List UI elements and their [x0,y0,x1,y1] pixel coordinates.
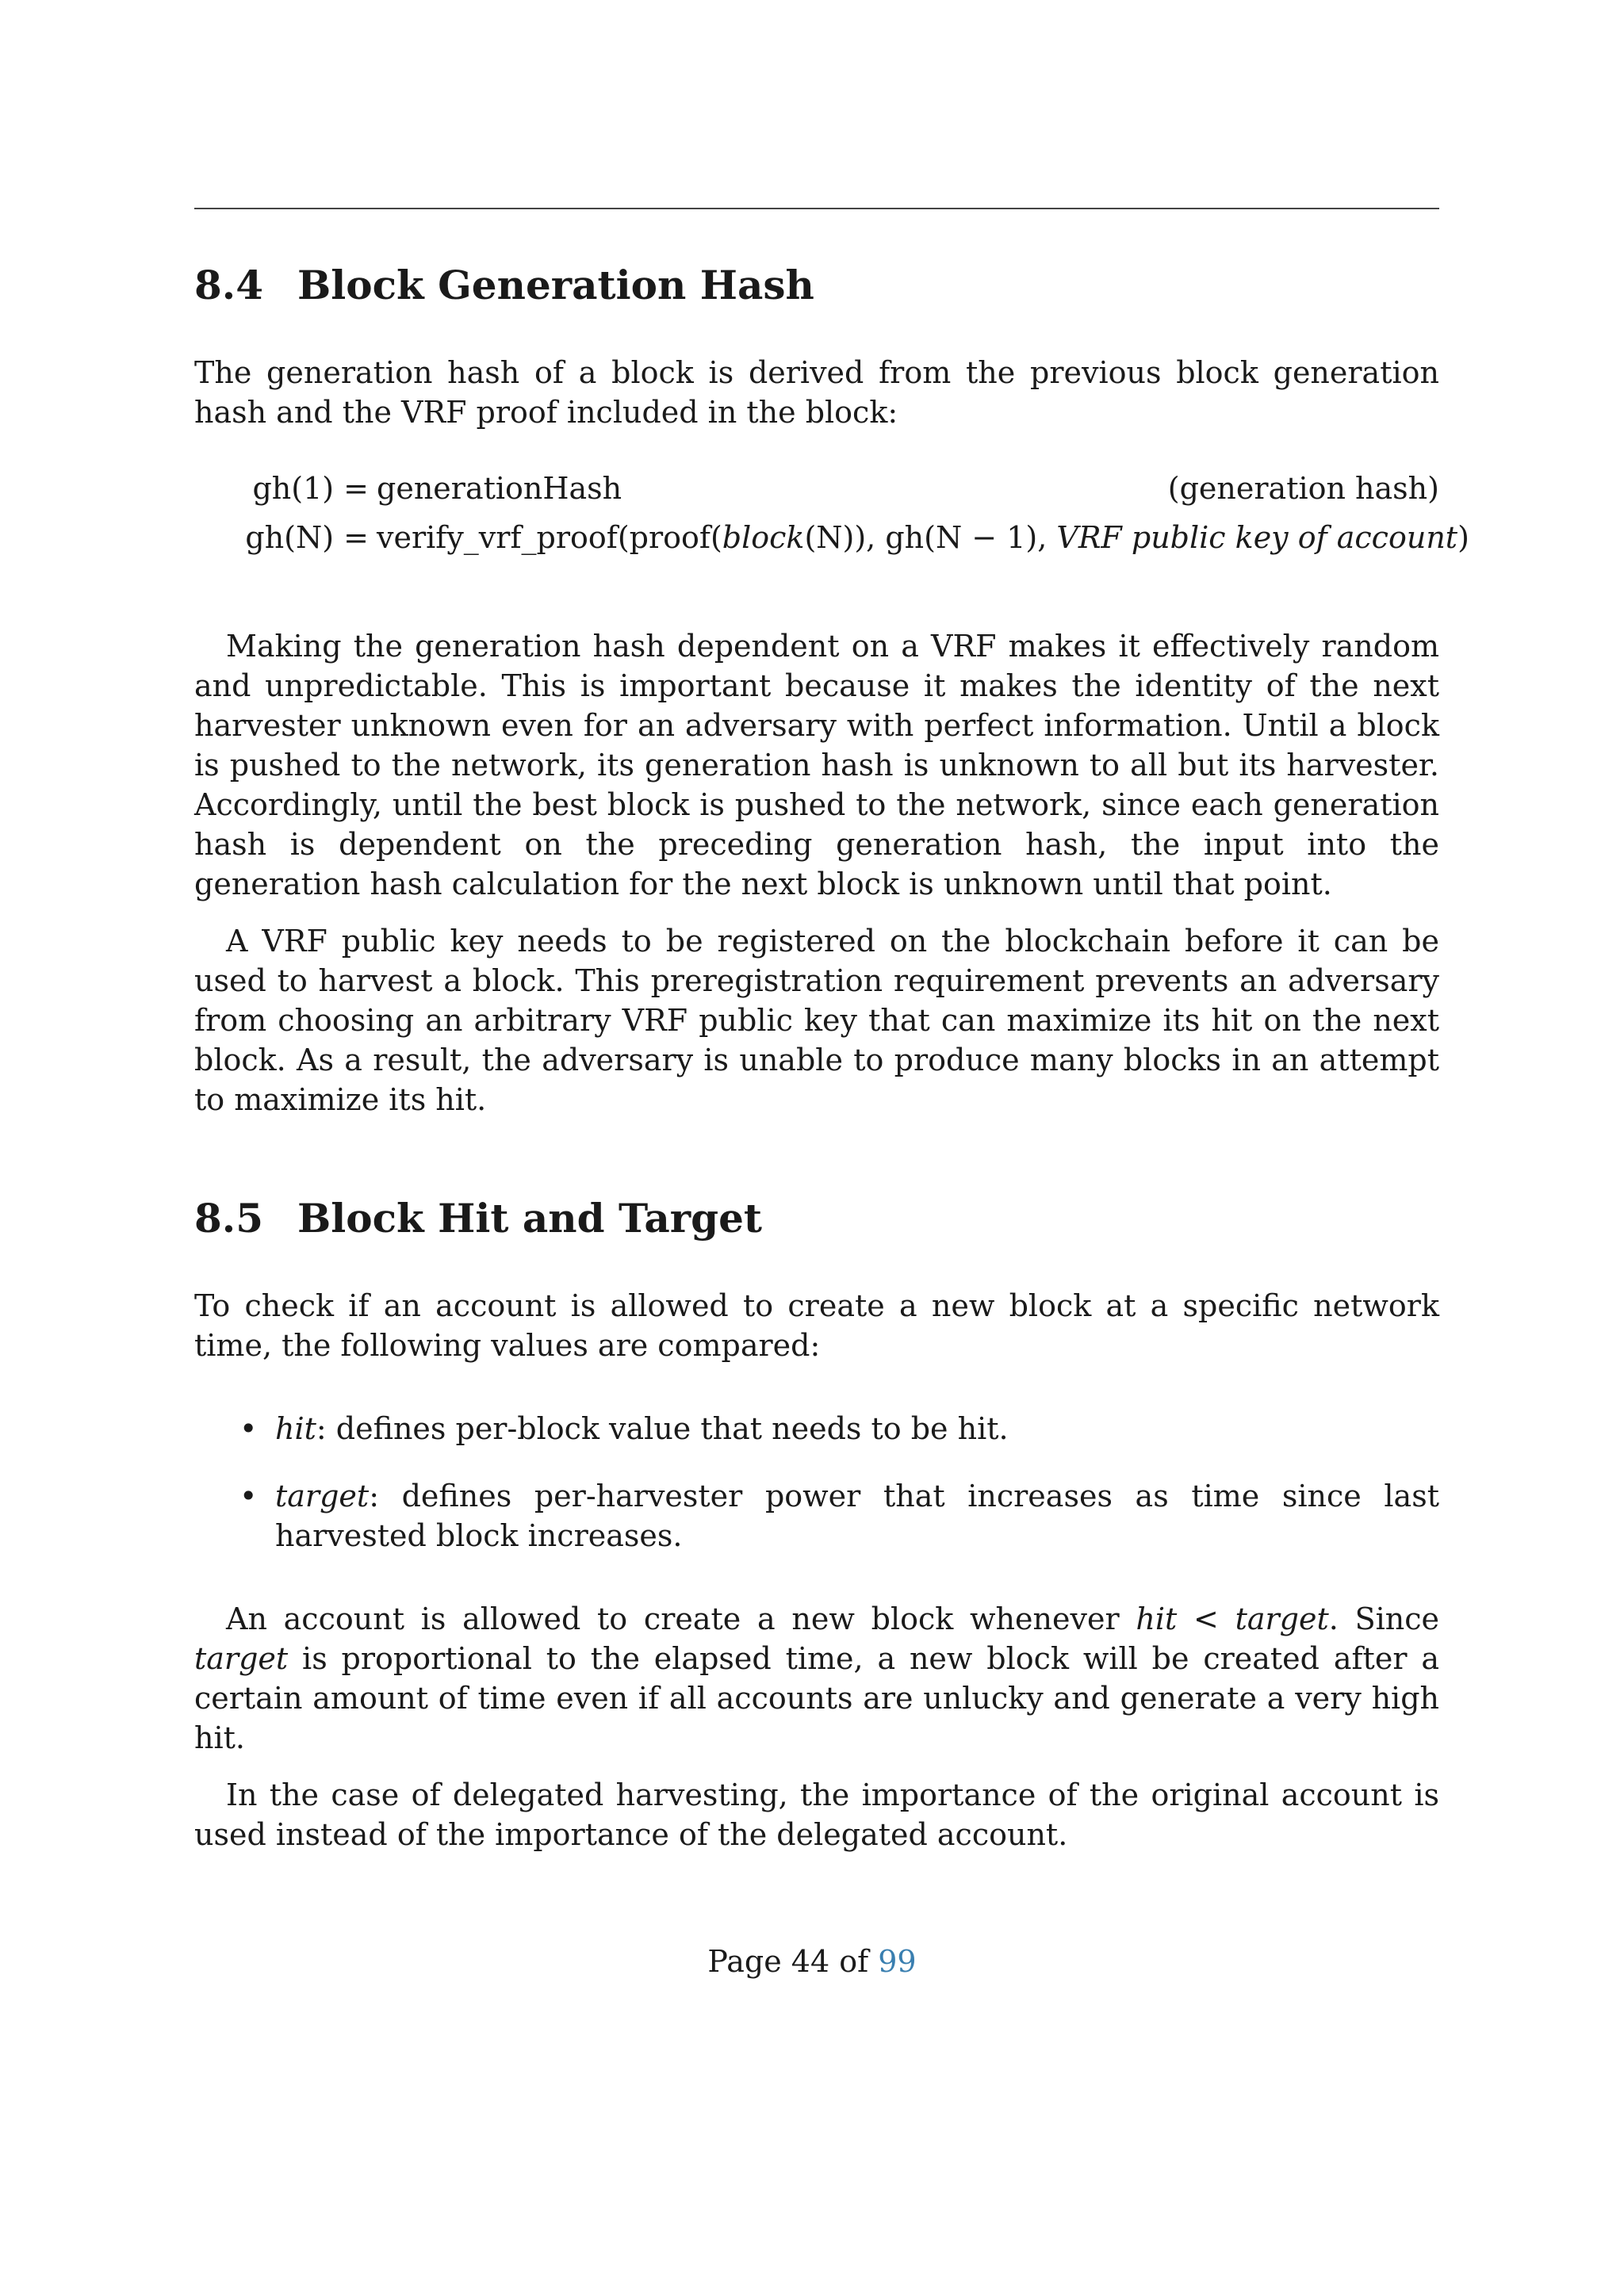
section-title: Block Generation Hash [297,262,814,308]
equation-rhs: generationHash [377,471,622,506]
text-run: An account is allowed to create a new block whenever [226,1601,1136,1636]
paragraph-vrf-registration: A VRF public key needs to be registered on the blockchain before it can be used to harvest a block. This preregistration requirement prevents an adversary from choosing an arbitrary VRF public key that can maximize its hit on the next block. As a result, the adversary is unable to produce many blocks in an attempt to maximize its hit. [194,924,1439,1117]
equation-rhs-part: verify_vrf_proof(proof( [377,520,722,555]
paragraph-vrf-randomness: Making the generation hash dependent on a VRF makes it effectively random and unpredictable. This is important because it makes the identity of the next harvester unknown even for an adversary with perfect information. Until a block is pushed to the network, its generation hash is unknown to all but its harvester. Accordingly, until the best block is pushed to the network, since each generation hash is dependent on the preceding generation hash, the input into the generation hash calculation for the next block is unknown until that point. [194,629,1439,901]
section-heading-8-4 [194,262,1439,309]
equation-block [194,464,1469,567]
paragraph-hit-target-intro: To check if an account is allowed to create a new block at a specific network time, the following values are compared: [194,1288,1439,1363]
section-number: 8.4 [194,262,263,308]
equation-lhs: gh(1) = [252,471,369,506]
paragraph-gen-hash-intro: The generation hash of a block is derived from the previous block generation hash and the VRF proof included in the block: [194,355,1439,430]
equation-rhs-part: (N)), gh(N − 1), [804,520,1057,555]
page-footer [0,1944,1624,1979]
bullet-list [194,1409,1439,1556]
equation-tag: (generation hash) [1167,471,1439,506]
section-title: Block Hit and Target [297,1195,762,1242]
equation-rhs-part: ) [1457,520,1469,555]
page-content [194,262,1469,1854]
equation-lhs: gh(N) = [245,520,369,555]
list-item [275,1409,1439,1448]
equation-row-1 [194,464,622,513]
list-item-text: : defines per-block value that needs to be hit. [316,1411,1009,1446]
text-run: is proportional to the elapsed time, a new block will be created after a certain amount of time even if all accounts are unlucky and generate a very high hit. [194,1641,1439,1755]
list-item-term: hit [275,1411,316,1446]
paragraph-delegated-harvesting: In the case of delegated harvesting, the importance of the original account is used instead of the importance of the delegated account. [194,1777,1439,1852]
section-number: 8.5 [194,1195,263,1242]
list-item-text: : defines per-harvester power that increases as time since last harvested block increases. [275,1479,1439,1553]
list-item-term: target [275,1479,370,1513]
equation-row-2 [194,513,1469,562]
header-rule [194,208,1439,209]
equation-rhs-part: block [722,520,805,555]
list-item [275,1476,1439,1556]
paragraph-hit-less-target [194,1599,1439,1758]
total-pages-link[interactable]: 99 [878,1944,917,1979]
equation-rhs-part: VRF public key of account [1056,520,1458,555]
text-run: hit < target [1136,1601,1329,1636]
text-run: . Since [1328,1601,1440,1636]
page-number-text: Page 44 of [707,1944,879,1979]
section-heading-8-5 [194,1195,1439,1242]
text-run: target [194,1641,289,1676]
